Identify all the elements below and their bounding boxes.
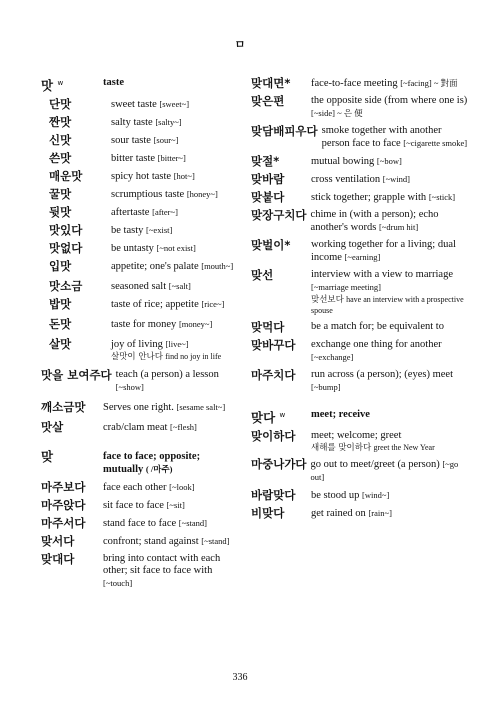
entry-definition <box>311 338 471 364</box>
headword-text: 맞이하다 <box>251 429 296 444</box>
entry-definition <box>111 187 218 201</box>
entry-headword <box>251 368 311 382</box>
dictionary-entry <box>251 429 471 453</box>
dictionary-entry <box>251 76 471 90</box>
entry-headword <box>41 169 111 183</box>
entry-definition <box>103 552 241 590</box>
entry-headword <box>41 516 103 530</box>
dictionary-entry <box>251 208 471 234</box>
headword-text: 맞대면* <box>251 76 291 90</box>
entry-headword <box>41 297 111 311</box>
entry-definition <box>111 205 178 219</box>
dictionary-entry <box>251 368 471 394</box>
entry-headword <box>41 368 112 382</box>
entry-headword <box>251 124 318 138</box>
headword-superscript: w <box>279 411 286 419</box>
dictionary-entry <box>41 115 241 129</box>
headword-text: 맛살 <box>41 420 64 435</box>
dictionary-entry <box>41 368 241 394</box>
headword-text: 깨소금맛 <box>41 400 86 415</box>
dictionary-entry <box>41 97 241 111</box>
headword-text: 맞대다 <box>41 552 75 567</box>
dictionary-entry <box>41 223 241 237</box>
entry-definition <box>311 457 471 484</box>
page-number: 336 <box>232 672 248 683</box>
entry-definition <box>311 172 410 186</box>
definition-text: stand face to face <box>103 518 177 530</box>
entry-headword <box>251 488 311 502</box>
etymology-note: [~stand] <box>201 536 230 547</box>
headword-text: 마주서다 <box>41 516 86 531</box>
dictionary-entry <box>251 488 471 502</box>
etymology-note: [~touch] <box>103 578 133 589</box>
definition-text: spicy hot taste <box>111 171 172 183</box>
etymology-note: [live~] <box>165 339 189 350</box>
definition-text: mutual bowing <box>311 156 375 167</box>
dictionary-entry <box>251 320 471 334</box>
dictionary-entry <box>251 172 471 186</box>
headword-text: 맞붙다 <box>251 190 285 204</box>
etymology-note: [~side] ~ 은 便 <box>311 108 363 118</box>
example-korean: 살맛이 안나다 <box>111 352 163 363</box>
definition-text: taste for money <box>111 319 177 331</box>
entry-definition <box>311 76 458 90</box>
headword-text: 매운맛 <box>49 169 83 184</box>
example-english: greet the New Year <box>373 443 435 453</box>
definition-text: be stood up <box>311 490 360 502</box>
entry-headword <box>41 337 111 351</box>
headword-text: 맛없다 <box>49 241 83 256</box>
dictionary-entry <box>251 268 471 316</box>
dictionary-entry <box>251 124 471 150</box>
entry-definition <box>111 259 233 273</box>
entry-definition <box>311 429 435 453</box>
definition-text: the opposite side (from where one is) <box>311 95 468 106</box>
etymology-note: [~look] <box>169 482 195 493</box>
definition-text: be a match for; be equivalent to <box>311 321 444 332</box>
entry-definition <box>103 76 124 89</box>
definition-text: be tasty <box>111 225 144 237</box>
entry-definition <box>311 268 471 316</box>
entry-definition <box>111 97 189 111</box>
etymology-note: [~flesh] <box>170 422 197 433</box>
entry-definition <box>103 534 229 548</box>
entry-definition <box>111 241 196 255</box>
definition-text: face each other <box>103 482 167 494</box>
example-korean: 새해를 맞이하다 <box>311 443 372 454</box>
headword-text: 맞다 <box>251 410 276 426</box>
entry-headword <box>251 338 311 352</box>
dictionary-entry <box>41 187 241 201</box>
dictionary-entry <box>41 317 241 331</box>
headword-text: 맞 <box>41 449 54 465</box>
dictionary-entry <box>41 534 241 548</box>
entry-headword <box>41 205 111 219</box>
definition-text: smoke together with another person face to face <box>321 125 442 149</box>
entry-definition <box>311 320 444 333</box>
right-column <box>251 72 471 520</box>
definition-text: sweet taste <box>111 99 157 111</box>
entry-headword <box>41 223 111 237</box>
definition-text: chime in (with a person); echo another's words <box>310 209 439 233</box>
headword-text: 맞벌이* <box>251 238 291 252</box>
example-english: have an interview with a prospective spouse <box>311 295 464 315</box>
definition-text: go out to meet/greet (a person) <box>310 459 440 471</box>
definition-text: salty taste <box>111 117 153 129</box>
headword-text: 살맛 <box>49 337 72 352</box>
etymology-note: [sour~] <box>153 135 179 146</box>
dictionary-entry <box>251 506 471 520</box>
headword-text: 꿀맛 <box>49 187 72 202</box>
headword-text: 밥맛 <box>49 297 72 312</box>
dictionary-entry <box>41 169 241 183</box>
entry-headword <box>251 506 311 520</box>
dictionary-entry <box>251 408 471 425</box>
headword-text: 맞절* <box>251 154 280 168</box>
etymology-note: [sesame salt~] <box>176 402 226 413</box>
definition-text: teach (a person) a lesson <box>115 369 219 381</box>
entry-headword <box>251 408 311 425</box>
definition-text: bitter taste <box>111 153 156 165</box>
dictionary-entry <box>251 457 471 484</box>
etymology-note: [~marriage meeting] <box>311 282 381 292</box>
dictionary-entry <box>251 338 471 364</box>
headword-text: 비맞다 <box>251 506 285 521</box>
entry-definition <box>111 279 191 293</box>
etymology-note: [~sit] <box>166 500 185 511</box>
entry-definition <box>111 133 178 147</box>
entry-definition <box>311 506 392 520</box>
headword-text: 맞먹다 <box>251 320 285 334</box>
entry-definition <box>311 94 471 120</box>
entry-headword <box>41 552 103 566</box>
etymology-note: [money~] <box>178 319 213 330</box>
entry-headword <box>41 450 103 464</box>
etymology-note: [~exchange] <box>311 352 354 362</box>
definition-text: bring into contact with each other; sit face to face with <box>103 553 221 577</box>
headword-text: 단맛 <box>49 97 72 112</box>
definition-text: be untasty <box>111 243 154 255</box>
etymology-note: [~exist] <box>146 225 173 236</box>
usage-example <box>111 351 221 362</box>
definition-text: meet; receive <box>311 409 370 420</box>
headword-text: 맞담배피우다 <box>251 124 318 138</box>
entry-headword <box>251 154 311 168</box>
headword-text: 마주치다 <box>251 368 296 382</box>
definition-text: face-to-face meeting <box>311 78 398 89</box>
entry-definition <box>111 223 172 237</box>
entry-definition <box>111 317 212 331</box>
entry-headword <box>251 94 311 108</box>
etymology-note: [~cigarette smoke] <box>403 138 468 148</box>
headword-text: 맛소금 <box>49 279 83 294</box>
entry-definition <box>311 190 455 204</box>
dictionary-entry <box>41 205 241 219</box>
entry-headword <box>41 151 111 165</box>
usage-example <box>311 442 435 453</box>
usage-example <box>311 294 471 316</box>
headword-text: 신맛 <box>49 133 72 148</box>
entry-headword <box>251 238 311 252</box>
dictionary-entry <box>41 259 241 273</box>
page-header: ㅁ <box>234 38 246 51</box>
headword-text: 쓴맛 <box>49 151 72 166</box>
entry-headword <box>41 279 111 293</box>
definition-text: taste of rice; appetite <box>111 299 199 311</box>
etymology-note: [~bump] <box>311 382 341 392</box>
etymology-note: [~bow] <box>376 156 402 166</box>
example-english: find no joy in life <box>165 352 222 362</box>
entry-definition <box>103 480 195 494</box>
definition-text: run across (a person); (eyes) meet <box>311 369 453 380</box>
headword-text: 입맛 <box>49 259 72 274</box>
entry-definition <box>111 337 221 362</box>
entry-headword <box>251 429 311 443</box>
entry-headword <box>251 320 311 334</box>
entry-headword <box>41 115 111 129</box>
dictionary-entry <box>251 154 471 168</box>
headword-text: 돈맛 <box>49 317 72 332</box>
etymology-note: [~earning] <box>344 252 381 262</box>
headword-text: 마주앉다 <box>41 498 86 513</box>
dictionary-entry <box>41 450 241 476</box>
entry-headword <box>41 480 103 494</box>
definition-text: Serves one right. <box>103 402 174 414</box>
entry-definition <box>311 154 402 168</box>
headword-text: 마중나가다 <box>251 457 307 472</box>
entry-headword <box>251 208 307 222</box>
dictionary-entry <box>251 94 471 120</box>
dictionary-entry <box>41 133 241 147</box>
etymology-note: [~stick] <box>428 192 456 202</box>
headword-text: 맞바꾸다 <box>251 338 296 352</box>
entry-definition <box>311 488 389 502</box>
headword-text: 맛 <box>41 78 54 94</box>
etymology-note: [~drum hit] <box>378 222 419 232</box>
entry-definition <box>103 400 225 414</box>
dictionary-entry <box>251 238 471 264</box>
etymology-note: [~facing] ~ 對面 <box>400 78 458 88</box>
etymology-note: [~salt] <box>168 281 191 292</box>
definition-text: scrumptious taste <box>111 189 185 201</box>
headword-text: 맞바람 <box>251 172 285 186</box>
entry-headword <box>41 76 103 93</box>
headword-superscript: w <box>57 79 64 87</box>
entry-headword <box>41 241 111 255</box>
headword-text: 맞선 <box>251 268 274 282</box>
dictionary-entry <box>41 552 241 590</box>
etymology-note: [~stand] <box>178 518 207 529</box>
dictionary-entry <box>41 76 241 93</box>
entry-headword <box>41 317 111 331</box>
entry-definition <box>111 169 195 183</box>
definition-text: face to face; opposite; mutually <box>103 451 201 476</box>
definition-text: exchange one thing for another <box>311 339 442 350</box>
headword-text: 맞은편 <box>251 94 285 108</box>
entry-definition <box>103 450 241 476</box>
definition-text: interview with a view to marriage <box>311 269 453 280</box>
entry-headword <box>251 190 311 204</box>
entry-headword <box>251 268 311 282</box>
etymology-note: [rain~] <box>368 508 392 519</box>
definition-text: taste <box>103 77 124 88</box>
example-korean: 맞선보다 <box>311 295 344 305</box>
dictionary-entry <box>41 400 241 414</box>
dictionary-entry <box>41 279 241 293</box>
entry-headword <box>41 498 103 512</box>
etymology-note: ( /마주) <box>145 464 173 475</box>
entry-definition <box>103 516 207 530</box>
etymology-note: [~wind] <box>382 174 411 184</box>
entry-headword <box>251 76 311 90</box>
definition-text: appetite; one's palate <box>111 261 199 273</box>
headword-text: 짠맛 <box>49 115 72 130</box>
entry-definition <box>322 124 471 150</box>
entry-headword <box>41 534 103 548</box>
definition-text: confront; stand against <box>103 536 199 548</box>
entry-headword <box>41 420 103 434</box>
dictionary-entry <box>41 151 241 165</box>
left-column <box>41 72 241 590</box>
entry-headword <box>41 97 111 111</box>
etymology-note: [~not exist] <box>156 243 196 254</box>
etymology-note: [after~] <box>152 207 178 218</box>
etymology-note: [~go out] <box>310 459 459 483</box>
entry-headword <box>41 259 111 273</box>
entry-definition <box>111 151 186 165</box>
etymology-note: [bitter~] <box>157 153 186 164</box>
etymology-note: [sweet~] <box>159 99 190 110</box>
definition-text: working together for a living; dual income <box>311 239 456 263</box>
entry-definition <box>103 420 197 434</box>
headword-text: 맛있다 <box>49 223 83 238</box>
entry-definition <box>111 297 224 311</box>
etymology-note: [wind~] <box>362 490 390 501</box>
definition-text: cross ventilation <box>311 174 381 185</box>
dictionary-entry <box>251 190 471 204</box>
dictionary-entry <box>41 498 241 512</box>
definition-text: meet; welcome; greet <box>311 430 402 442</box>
headword-text: 맞장구치다 <box>251 208 307 222</box>
etymology-note: [rice~] <box>201 299 225 310</box>
dictionary-entry <box>41 297 241 311</box>
definition-text: crab/clam meat <box>103 422 168 434</box>
headword-text: 뒷맛 <box>49 205 72 220</box>
dictionary-entry <box>41 516 241 530</box>
dictionary-entry <box>41 420 241 434</box>
definition-text: aftertaste <box>111 207 150 219</box>
entry-definition <box>311 238 471 264</box>
definition-text: joy of living <box>111 339 163 351</box>
dictionary-entry <box>41 337 241 362</box>
entry-definition <box>311 408 370 421</box>
etymology-note: [honey~] <box>186 189 218 200</box>
definition-text: seasoned salt <box>111 281 167 293</box>
etymology-note: [mouth~] <box>201 261 234 272</box>
dictionary-entry <box>41 241 241 255</box>
headword-text: 맛을 보여주다 <box>41 368 112 383</box>
etymology-note: [hot~] <box>173 171 195 182</box>
entry-headword <box>41 400 103 414</box>
entry-definition <box>103 498 185 512</box>
headword-text: 바람맞다 <box>251 488 296 503</box>
definition-text: sit face to face <box>103 500 164 512</box>
etymology-note: [~show] <box>115 382 144 393</box>
dictionary-entry <box>41 480 241 494</box>
entry-definition <box>116 368 241 394</box>
entry-headword <box>41 133 111 147</box>
entry-headword <box>251 457 307 471</box>
definition-text: sour taste <box>111 135 151 147</box>
definition-text: get rained on <box>311 508 366 520</box>
headword-text: 맞서다 <box>41 534 75 549</box>
entry-headword <box>41 187 111 201</box>
entry-definition <box>111 115 182 129</box>
entry-headword <box>251 172 311 186</box>
definition-text: stick together; grapple with <box>311 192 427 203</box>
entry-definition <box>311 368 471 394</box>
entry-definition <box>311 208 471 234</box>
etymology-note: [salty~] <box>155 117 182 128</box>
headword-text: 마주보다 <box>41 480 86 495</box>
